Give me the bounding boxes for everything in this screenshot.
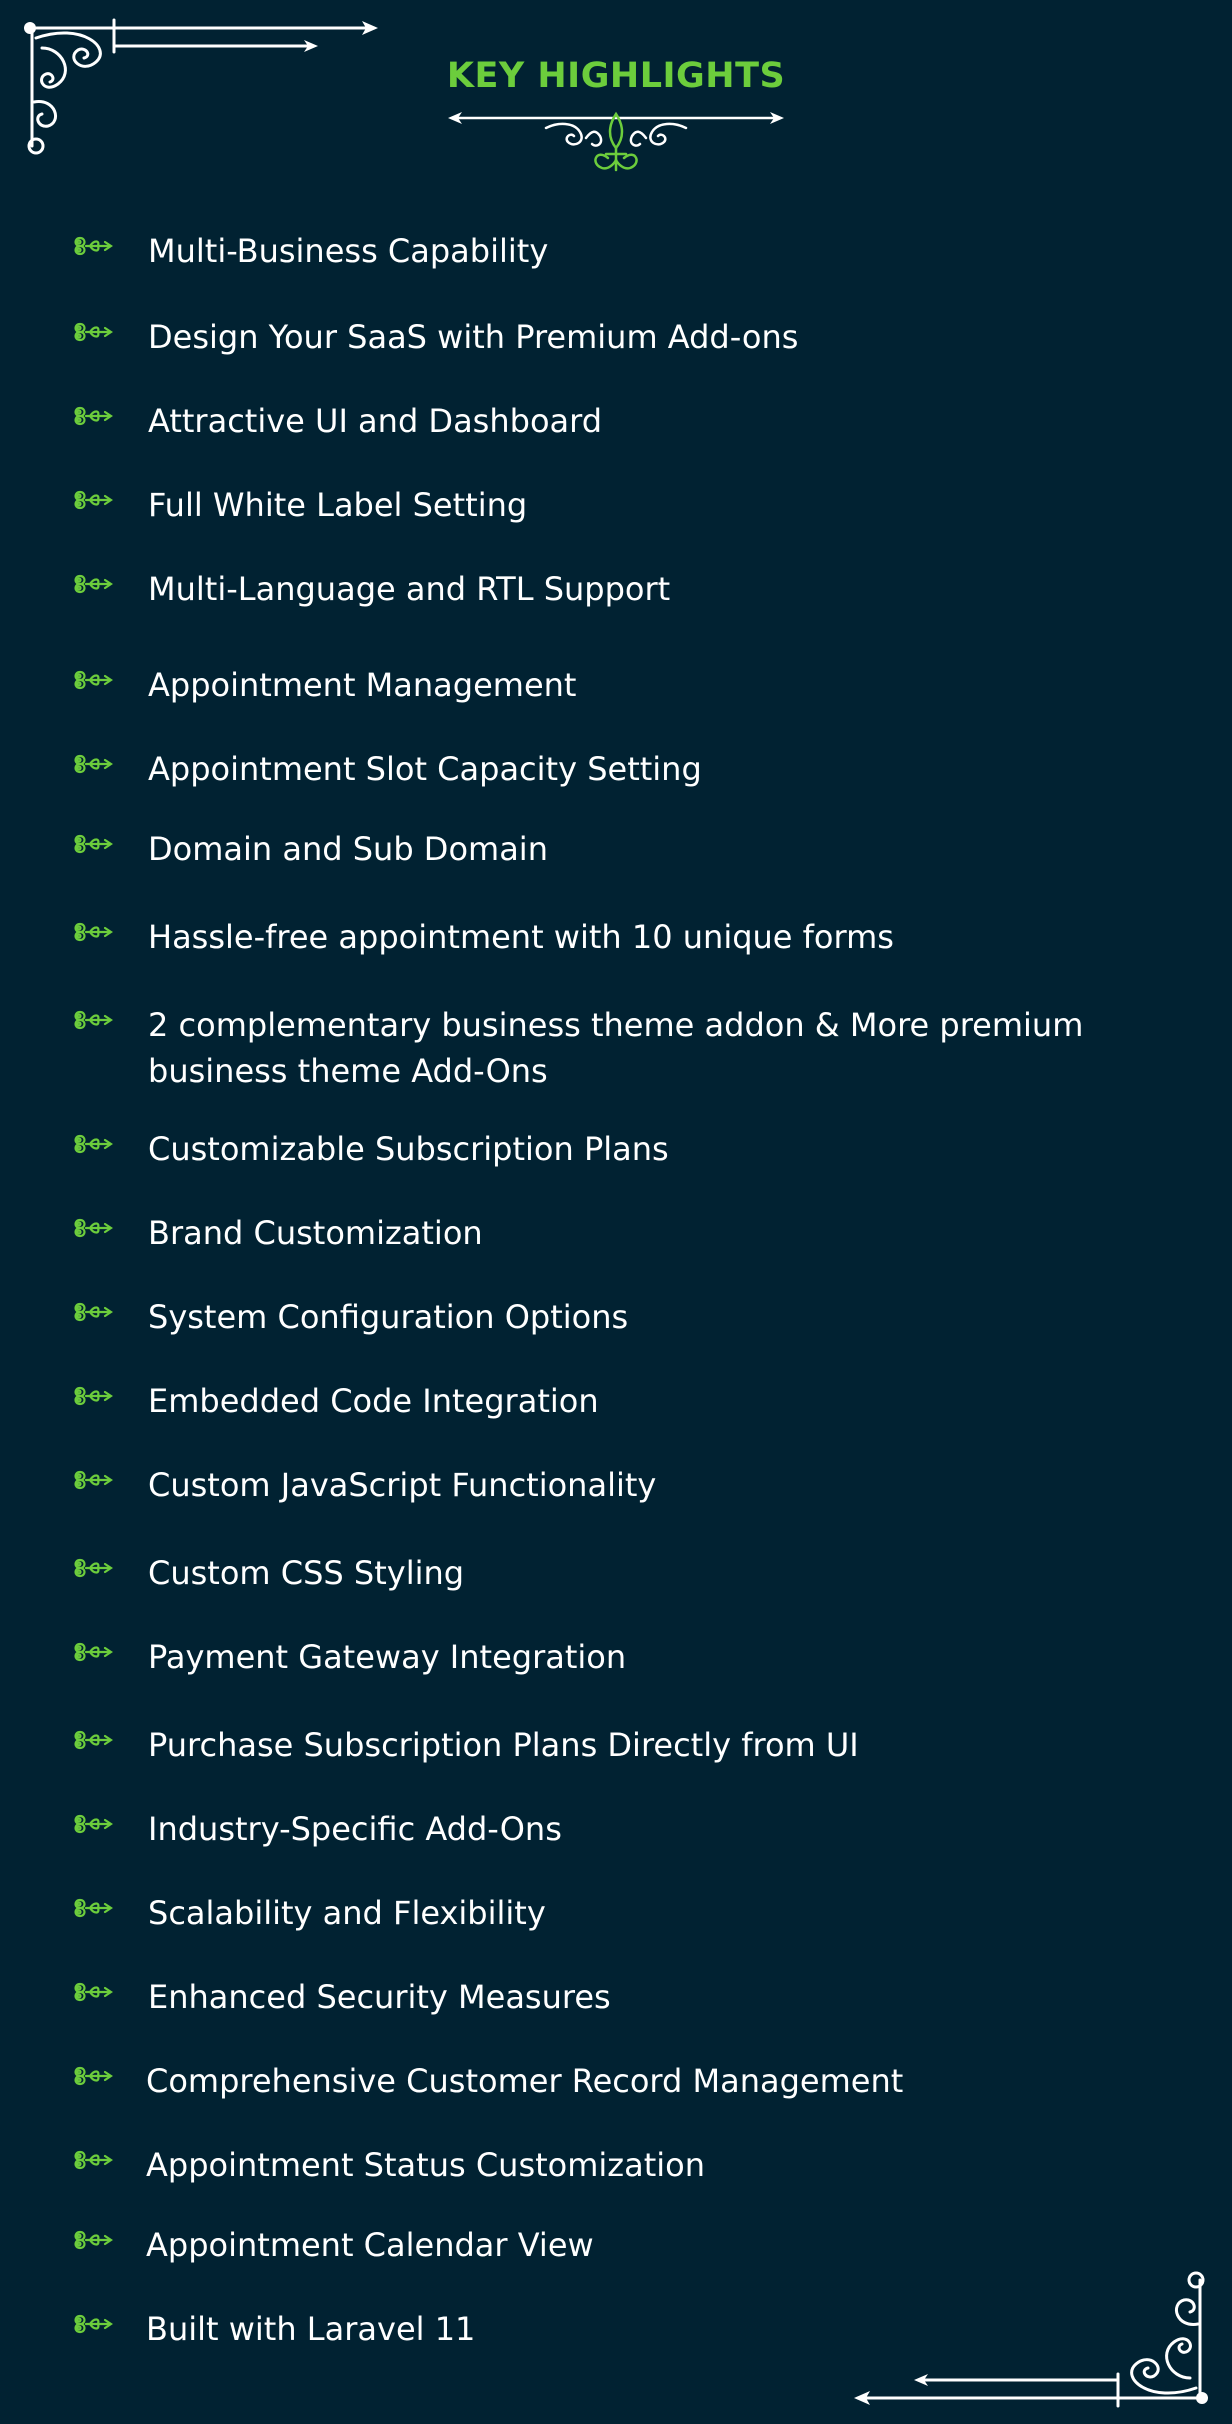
flourish-bullet-icon bbox=[72, 1981, 114, 2003]
list-item-label: Multi-Business Capability bbox=[148, 232, 549, 270]
flourish-bullet-icon bbox=[72, 2149, 114, 2171]
list-item-label: Comprehensive Customer Record Management bbox=[146, 2062, 904, 2100]
flourish-bullet-icon bbox=[72, 1729, 114, 1751]
flourish-bullet-icon bbox=[72, 2229, 114, 2251]
flourish-bullet-icon bbox=[72, 1009, 114, 1031]
list-item-label: Appointment Calendar View bbox=[146, 2226, 594, 2264]
list-item-label: Purchase Subscription Plans Directly from UI bbox=[148, 1726, 859, 1764]
list-item-label: Industry-Specific Add-Ons bbox=[148, 1810, 562, 1848]
list-item-label: Built with Laravel 11 bbox=[146, 2310, 476, 2348]
list-item-label: Appointment Slot Capacity Setting bbox=[148, 750, 702, 788]
list-item-label: Brand Customization bbox=[148, 1214, 483, 1252]
flourish-bullet-icon bbox=[72, 1897, 114, 1919]
flourish-bullet-icon bbox=[72, 321, 114, 343]
flourish-bullet-icon bbox=[72, 1301, 114, 1323]
list-item-label: Hassle-free appointment with 10 unique forms bbox=[148, 918, 894, 956]
list-item-label: 2 complementary business theme addon & More premium business theme Add-Ons bbox=[148, 1006, 1094, 1090]
flourish-bullet-icon bbox=[72, 1557, 114, 1579]
list-item-label: Domain and Sub Domain bbox=[148, 830, 548, 868]
flourish-bullet-icon bbox=[72, 1469, 114, 1491]
list-item-label: Custom JavaScript Functionality bbox=[148, 1466, 657, 1504]
flourish-bullet-icon bbox=[72, 833, 114, 855]
flourish-bullet-icon bbox=[72, 405, 114, 427]
list-item-label: Attractive UI and Dashboard bbox=[148, 402, 603, 440]
corner-ornament-icon bbox=[840, 2268, 1210, 2408]
fleur-de-lis-divider-icon bbox=[446, 108, 786, 178]
flourish-bullet-icon bbox=[72, 1385, 114, 1407]
list-item-label: Embedded Code Integration bbox=[148, 1382, 599, 1420]
list-item-label: Customizable Subscription Plans bbox=[148, 1130, 669, 1168]
flourish-bullet-icon bbox=[72, 669, 114, 691]
flourish-bullet-icon bbox=[72, 573, 114, 595]
list-item-label: Full White Label Setting bbox=[148, 486, 528, 524]
list-item-label: Scalability and Flexibility bbox=[148, 1894, 546, 1932]
flourish-bullet-icon bbox=[72, 1217, 114, 1239]
list-item-label: Custom CSS Styling bbox=[148, 1554, 465, 1592]
flourish-bullet-icon bbox=[72, 1813, 114, 1835]
page-title: KEY HIGHLIGHTS bbox=[446, 56, 786, 96]
list-item-label: Payment Gateway Integration bbox=[148, 1638, 627, 1676]
flourish-bullet-icon bbox=[72, 489, 114, 511]
flourish-bullet-icon bbox=[72, 1641, 114, 1663]
flourish-bullet-icon bbox=[72, 2313, 114, 2335]
flourish-bullet-icon bbox=[72, 753, 114, 775]
list-item-label: System Configuration Options bbox=[148, 1298, 629, 1336]
list-item-label: Multi-Language and RTL Support bbox=[148, 570, 671, 608]
list-item-label: Appointment Status Customization bbox=[146, 2146, 705, 2184]
flourish-bullet-icon bbox=[72, 1133, 114, 1155]
flourish-bullet-icon bbox=[72, 2065, 114, 2087]
flourish-bullet-icon bbox=[72, 921, 114, 943]
flourish-bullet-icon bbox=[72, 235, 114, 257]
list-item-label: Appointment Management bbox=[148, 666, 577, 704]
list-item-label: Enhanced Security Measures bbox=[148, 1978, 611, 2016]
list-item-label: Design Your SaaS with Premium Add-ons bbox=[148, 318, 799, 356]
